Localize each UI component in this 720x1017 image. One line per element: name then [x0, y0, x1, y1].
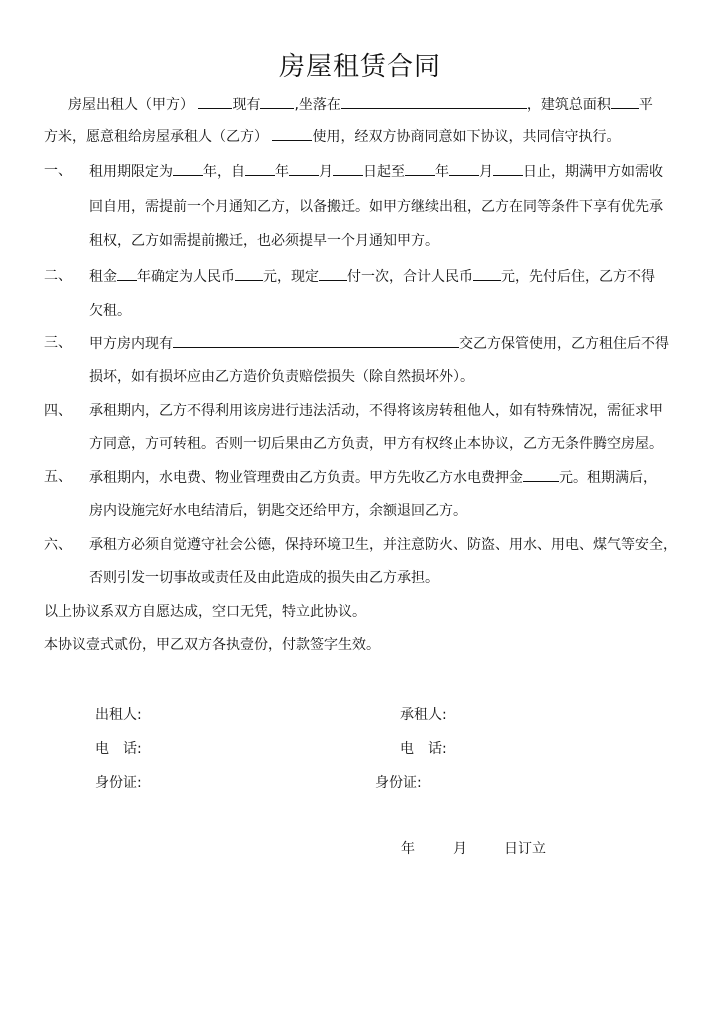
end-year-blank[interactable] — [405, 161, 435, 176]
clause-4-line-2: 方同意，方可转租。否则一切后果由乙方负责，甲方有权终止本协议，乙方无条件腾空房屋。 — [89, 436, 663, 452]
deposit-blank[interactable] — [523, 467, 559, 482]
clause-text: 元。租期满后， — [559, 470, 657, 486]
clause-1-line-1 — [89, 161, 663, 182]
start-year-blank[interactable] — [245, 161, 275, 176]
intro-text: 平 — [638, 97, 653, 113]
clause-text: 年 — [435, 164, 449, 180]
rent-year-blank[interactable] — [117, 266, 137, 281]
clause-text: 年 — [275, 164, 289, 180]
clause-number: 六、 — [44, 537, 72, 553]
clause-text: 元，先付后住，乙方不得 — [501, 269, 655, 285]
lessee-phone-label: 电 话: — [400, 741, 447, 757]
intro-text: 方米，愿意租给房屋承租人（乙方） — [44, 129, 268, 145]
lessor-id-label: 身份证: — [95, 775, 142, 791]
clause-text: 租用期限定为 — [89, 164, 173, 180]
lessee-name-blank[interactable] — [272, 126, 312, 141]
clause-text: 交乙方保管使用，乙方租住后不得 — [459, 336, 669, 352]
intro-text: ,坐落在 — [294, 97, 341, 113]
clause-text: 年确定为人民币 — [137, 269, 235, 285]
clause-4-line-1: 承租期内，乙方不得利用该房进行违法活动，不得将该房转租他人，如有特殊情况，需征求甲 — [89, 403, 663, 419]
clause-number: 三、 — [44, 335, 72, 351]
clause-number: 二、 — [44, 268, 72, 284]
lessee-id-label: 身份证: — [375, 775, 422, 791]
intro-text: 现有 — [232, 97, 261, 113]
intro-line-2 — [44, 126, 620, 147]
intro-text: ，建筑总面积 — [526, 97, 611, 113]
clause-text: 付一次，合计人民币 — [347, 269, 473, 285]
lessor-name-blank[interactable] — [198, 94, 232, 109]
end-month-blank[interactable] — [449, 161, 479, 176]
location-blank[interactable] — [341, 94, 527, 109]
date-month-label: 月 — [453, 841, 467, 857]
payment-period-blank[interactable] — [319, 266, 347, 281]
area-blank[interactable] — [611, 94, 639, 109]
total-amount-blank[interactable] — [473, 266, 501, 281]
rent-amount-blank[interactable] — [235, 266, 263, 281]
lessee-label: 承租人: — [400, 707, 447, 723]
clause-text: 日起至 — [363, 164, 405, 180]
clause-number: 一、 — [44, 163, 72, 179]
clause-number: 四、 — [44, 403, 72, 419]
clause-1-line-2: 回自用，需提前一个月通知乙方，以备搬迁。如甲方继续出租，乙方在同等条件下享有优先承 — [89, 199, 663, 215]
clause-3-line-1 — [89, 333, 669, 354]
intro-line-1 — [68, 94, 653, 115]
lessor-phone-label: 电 话: — [95, 741, 142, 757]
end-day-blank[interactable] — [493, 161, 523, 176]
clause-5-line-1 — [89, 467, 657, 488]
clause-text: 年，自 — [203, 164, 245, 180]
term-years-blank[interactable] — [173, 161, 203, 176]
clause-text: 甲方房内现有 — [89, 336, 173, 352]
clause-1-line-3: 租权，乙方如需提前搬迁，也必须提早一个月通知甲方。 — [89, 233, 439, 249]
clause-6-line-1: 承租方必须自觉遵守社会公德，保持环境卫生，并注意防火、防盗、用水、用电、煤气等安全， — [89, 537, 677, 553]
date-day-label: 日订立 — [504, 841, 546, 857]
clause-text: 月 — [319, 164, 333, 180]
start-month-blank[interactable] — [289, 161, 319, 176]
clause-2-line-1 — [89, 266, 655, 287]
document-title: 房屋租赁合同 — [278, 52, 441, 82]
clause-2-line-2: 欠租。 — [89, 303, 131, 319]
start-day-blank[interactable] — [333, 161, 363, 176]
property-blank[interactable] — [260, 94, 294, 109]
clause-text: 日止，期满甲方如需收 — [523, 164, 663, 180]
lessor-label: 出租人: — [95, 707, 142, 723]
closing-line-1: 以上协议系双方自愿达成，空口无凭，特立此协议。 — [44, 604, 366, 620]
closing-line-2: 本协议壹式贰份，甲乙双方各执壹份，付款签字生效。 — [44, 637, 380, 653]
intro-text: 房屋出租人（甲方） — [68, 97, 194, 113]
clause-text: 元，现定 — [263, 269, 319, 285]
clause-text: 租金 — [89, 269, 117, 285]
intro-text: 使用，经双方协商同意如下协议，共同信守执行。 — [312, 129, 621, 145]
date-year-label: 年 — [401, 841, 415, 857]
clause-3-line-2: 损坏，如有损坏应由乙方造价负责赔偿损失（除自然损坏外）。 — [89, 369, 474, 385]
clause-5-line-2: 房内设施完好水电结清后，钥匙交还给甲方，余额退回乙方。 — [89, 503, 467, 519]
clause-number: 五、 — [44, 469, 72, 485]
clause-text: 月 — [479, 164, 493, 180]
clause-6-line-2: 否则引发一切事故或责任及由此造成的损失由乙方承担。 — [89, 570, 439, 586]
furnishings-blank[interactable] — [173, 333, 459, 348]
clause-text: 承租期内，水电费、物业管理费由乙方负责。甲方先收乙方水电费押金 — [89, 470, 523, 486]
